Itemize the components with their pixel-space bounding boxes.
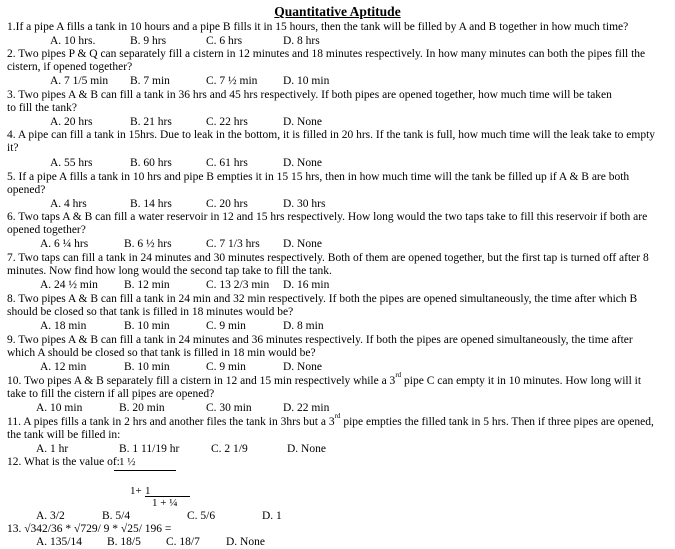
- option: B. 5/4: [102, 510, 131, 522]
- question-7-text: 7. Two taps can fill a tank in 24 minutes and 30 minutes respectively. Both of them are opened together, but the first tap is turned off after 8: [7, 252, 649, 264]
- question-4-text: 4. A pipe can fill a tank in 15hrs. Due to leak in the bottom, it is filled in 20 hrs. If the tank is full, how much time will the leak take to empty: [7, 129, 656, 141]
- option: A. 3/2: [36, 510, 65, 522]
- question-11-text: 11. A pipes fills a tank in 2 hrs and another files the tank in 3hrs but a 3rd pipe empties the filled tank in 5 hrs. Then if three pipes are opened,: [7, 412, 654, 428]
- question-1-text: 1.If a pipe A fills a tank in 10 hours and a pipe B fills it in 15 hours, then the tank will be filled by A and B together in how much time?: [7, 21, 629, 33]
- question-10-text: 10. Two pipes A & B separately fill a cistern in 12 and 15 min respectively while a 3rd pipe C can empty it in 10 minutes. How long will it: [7, 371, 642, 387]
- option: C. 9 min: [206, 320, 246, 332]
- fraction-numerator: 1 ½: [119, 456, 136, 468]
- option: D. None: [226, 536, 265, 548]
- option: D. None: [287, 443, 326, 455]
- option: D. None: [283, 361, 322, 373]
- question-5-text: 5. If a pipe A fills a tank in 10 hrs and pipe B empties it in 15 15 hrs, then in how much time will the tank be filled up if A & B are both: [7, 171, 630, 183]
- inner-fraction-numerator: 1: [145, 485, 151, 497]
- option: D. 22 min: [283, 402, 330, 414]
- option: B. 10 min: [124, 320, 170, 332]
- question-9-text: 9. Two pipes A & B can fill a tank in 24 minutes and 36 minutes respectively. If both the pipes are opened simultaneously, the time after: [7, 334, 633, 346]
- option: A. 12 min: [40, 361, 87, 373]
- option: D. 8 hrs: [283, 35, 320, 47]
- option: C. 5/6: [187, 510, 216, 522]
- option: B. 10 min: [124, 361, 170, 373]
- option: C. 6 hrs: [206, 35, 243, 47]
- option: A. 55 hrs: [50, 157, 93, 169]
- option: C. 30 min: [206, 402, 252, 414]
- option: C. 18/7: [166, 536, 200, 548]
- question-6-text: opened together?: [7, 224, 86, 236]
- option: D. 8 min: [283, 320, 324, 332]
- option: B. 6 ½ hrs: [124, 238, 172, 250]
- option: D. 16 min: [283, 279, 330, 291]
- option: C. 2 1/9: [211, 443, 248, 455]
- option: A. 6 ¼ hrs: [40, 238, 89, 250]
- question-12-text: 12. What is the value of:: [7, 456, 120, 468]
- question-5-text: opened?: [7, 184, 46, 196]
- fraction-denominator-prefix: 1+: [130, 485, 142, 497]
- option: A. 20 hrs: [50, 116, 93, 128]
- question-11-text: the tank will be filled in:: [7, 429, 121, 441]
- option: D. 10 min: [283, 75, 330, 87]
- page-title: Quantitative Aptitude: [274, 4, 401, 19]
- inner-fraction-denominator: 1 + ¼: [152, 497, 178, 509]
- question-4-text: it?: [7, 142, 19, 154]
- question-3-text: to fill the tank?: [7, 102, 77, 114]
- option: B. 9 hrs: [130, 35, 167, 47]
- option: B. 20 min: [119, 402, 165, 414]
- option: C. 7 ½ min: [206, 75, 258, 87]
- option: B. 60 hrs: [130, 157, 172, 169]
- option: D. None: [283, 116, 322, 128]
- option: D. None: [283, 157, 322, 169]
- option: C. 13 2/3 min: [206, 279, 270, 291]
- question-9-text: which A should be closed so that tank is filled in 18 min would be?: [7, 347, 316, 359]
- option: B. 14 hrs: [130, 198, 172, 210]
- option: C. 7 1/3 hrs: [206, 238, 260, 250]
- option: D. 30 hrs: [283, 198, 326, 210]
- question-2-text: 2. Two pipes P & Q can separately fill a cistern in 12 minutes and 18 minutes respectively. In how many minutes can both the pipes fill the: [7, 48, 646, 60]
- option: C. 20 hrs: [206, 198, 248, 210]
- option: D. 1: [262, 510, 282, 522]
- option: C. 61 hrs: [206, 157, 248, 169]
- question-8-text: 8. Two pipes A & B can fill a tank in 24 min and 32 min respectively. If both the pipes are opened simultaneously, the time after which B: [7, 293, 638, 305]
- option: A. 135/14: [36, 536, 82, 548]
- question-2-text: cistern, if opened together?: [7, 61, 133, 73]
- option: B. 18/5: [107, 536, 141, 548]
- option: A. 10 min: [36, 402, 83, 414]
- option: C. 9 min: [206, 361, 246, 373]
- option: B. 21 hrs: [130, 116, 172, 128]
- option: B. 7 min: [130, 75, 170, 87]
- question-8-text: should be closed so that tank is filled in 18 minutes would be?: [7, 306, 294, 318]
- option: A. 1 hr: [36, 443, 69, 455]
- option: B. 1 11/19 hr: [119, 443, 180, 455]
- option: D. None: [283, 238, 322, 250]
- question-10-text: take to fill the cistern if all pipes are opened?: [7, 388, 215, 400]
- question-13-text: 13. √342/36 * √729/ 9 * √25/ 196 =: [7, 523, 172, 535]
- option: C. 22 hrs: [206, 116, 248, 128]
- option: A. 10 hrs.: [50, 35, 96, 47]
- option: A. 7 1/5 min: [50, 75, 109, 87]
- question-7-text: minutes. Now find how long would the second tap take to fill the tank.: [7, 265, 332, 277]
- option: A. 24 ½ min: [40, 279, 98, 291]
- option: B. 12 min: [124, 279, 170, 291]
- question-3-text: 3. Two pipes A & B can fill a tank in 36 hrs and 45 hrs respectively. If both pipes are opened together, how much time will be taken: [7, 89, 612, 101]
- option: A. 18 min: [40, 320, 87, 332]
- question-6-text: 6. Two taps A & B can fill a water reservoir in 12 and 15 hrs respectively. How long would the two taps take to fill this reservoir if both are: [7, 211, 648, 223]
- option: A. 4 hrs: [50, 198, 87, 210]
- fraction-bar: [114, 470, 176, 471]
